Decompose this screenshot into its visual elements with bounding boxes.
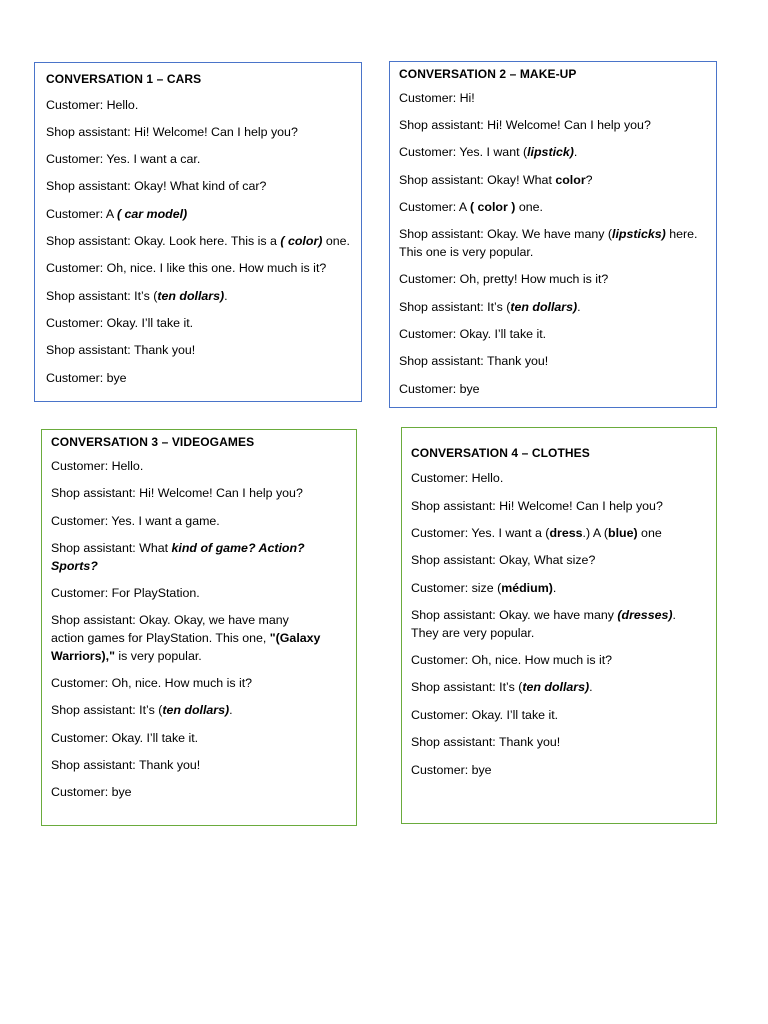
dialogue-text: .) A ( [582, 526, 608, 540]
emphasis-text: ( color ) [469, 200, 516, 214]
dialogue-line [411, 579, 696, 597]
dialogue-text: Shop assistant: Hi! Welcome! Can I help you? [411, 499, 663, 513]
emphasis-text: ( color) [280, 234, 323, 248]
dialogue-line [46, 232, 356, 250]
dialogue-line [399, 116, 711, 134]
conversation-card-clothes [401, 427, 717, 824]
dialogue-line [51, 512, 321, 530]
dialogue-line [46, 96, 356, 114]
dialogue-line [399, 143, 711, 161]
dialogue-line [411, 606, 696, 642]
dialogue-line [411, 761, 696, 779]
dialogue-text: . They are very popular. [411, 608, 676, 640]
dialogue-line [51, 539, 321, 575]
dialogue-text: Shop assistant: What [51, 541, 172, 555]
dialogue-line [46, 314, 356, 332]
emphasis-text: lipsticks) [612, 227, 666, 241]
dialogue-line [51, 584, 321, 602]
dialogue-text: Shop assistant: Hi! Welcome! Can I help you? [46, 125, 298, 139]
dialogue-text: Customer: bye [46, 371, 127, 385]
dialogue-text: Customer: bye [411, 763, 492, 777]
emphasis-text: kind of game? Action? Sports? [51, 541, 305, 573]
emphasis-text: lipstick) [527, 145, 574, 159]
dialogue-text: Customer: Yes. I want a game. [51, 514, 220, 528]
dialogue-text: Shop assistant: Okay, What size? [411, 553, 596, 567]
emphasis-text: blue) [608, 526, 638, 540]
dialogue-text: . [552, 581, 557, 595]
dialogue-line [51, 756, 321, 774]
dialogue-text: Customer: For PlayStation. [51, 586, 200, 600]
dialogue-line [399, 225, 711, 261]
dialogue-line [46, 287, 356, 305]
dialogue-text: Shop assistant: Okay! What [399, 173, 556, 187]
emphasis-text: ten dollars) [522, 680, 590, 694]
dialogue-line [399, 198, 711, 216]
dialogue-line [51, 783, 321, 801]
dialogue-line [411, 651, 696, 669]
dialogue-line [399, 270, 711, 288]
conversation-card-cars [34, 62, 362, 402]
dialogue-text: Shop assistant: Hi! Welcome! Can I help you? [399, 118, 651, 132]
dialogue-line [51, 674, 321, 692]
dialogue-text: Customer: Oh, nice. How much is it? [51, 676, 253, 690]
dialogue-text: Shop assistant: Okay. We have many ( [399, 227, 613, 241]
dialogue-text: Shop assistant: It’s ( [46, 289, 158, 303]
dialogue-text: Customer: Oh, nice. How much is it? [411, 653, 613, 667]
dialogue-line [411, 706, 696, 724]
dialogue-line [46, 123, 356, 141]
dialogue-line [46, 150, 356, 168]
dialogue-line [411, 733, 696, 751]
dialogue-text: ? [585, 173, 593, 187]
dialogue-text: Shop assistant: Thank you! [51, 758, 201, 772]
dialogue-text: . [589, 680, 593, 694]
dialogue-text: Customer: Okay. I’ll take it. [411, 708, 559, 722]
dialogue-text: Shop assistant: Okay. we have many [411, 608, 618, 622]
dialogue-line [46, 341, 356, 359]
dialogue-line [46, 205, 356, 223]
emphasis-text: ten dollars) [157, 289, 225, 303]
dialogue-text: . [573, 145, 578, 159]
dialogue-text: Customer: Hi! [399, 91, 475, 105]
dialogue-line [411, 678, 696, 696]
dialogue-line [399, 89, 711, 107]
dialogue-line [399, 171, 711, 189]
dialogue-line [411, 469, 696, 487]
dialogue-text: is very popular. [114, 649, 202, 663]
emphasis-text: ( car model) [116, 207, 188, 221]
dialogue-line [411, 524, 696, 542]
emphasis-text: médium) [501, 581, 553, 595]
dialogue-text: Customer: Okay. I’ll take it. [51, 731, 199, 745]
dialogue-text: Customer: Yes. I want ( [399, 145, 528, 159]
dialogue-text: Customer: Hello. [51, 459, 144, 473]
emphasis-text: ten dollars) [162, 703, 230, 717]
dialogue-text: one. [322, 234, 350, 248]
dialogue-text: Customer: Hello. [46, 98, 139, 112]
dialogue-line [46, 369, 356, 387]
emphasis-text: (dresses) [617, 608, 673, 622]
dialogue-text: Shop assistant: It’s ( [51, 703, 163, 717]
dialogue-text: Customer: Yes. I want a ( [411, 526, 550, 540]
dialogue-text: Customer: A [399, 200, 470, 214]
conversation-title: CONVERSATION 3 – VIDEOGAMES [51, 435, 255, 449]
dialogue-text: Shop assistant: Okay. Okay, we have many action games for PlayStation. This one, [51, 613, 289, 645]
dialogue-text: Customer: Okay. I’ll take it. [399, 327, 547, 341]
dialogue-text: Customer: A [46, 207, 117, 221]
dialogue-text: Shop assistant: Okay. Look here. This is a [46, 234, 281, 248]
dialogue-text: Customer: size ( [411, 581, 502, 595]
dialogue-text: Shop assistant: Thank you! [411, 735, 561, 749]
dialogue-line [51, 457, 321, 475]
dialogue-text: Shop assistant: It’s ( [399, 300, 511, 314]
conversation-card-videogames [41, 429, 357, 826]
dialogue-line [51, 611, 321, 665]
conversation-title: CONVERSATION 1 – CARS [46, 72, 202, 86]
dialogue-line [51, 729, 321, 747]
dialogue-line [399, 298, 711, 316]
conversation-title: CONVERSATION 2 – MAKE-UP [399, 67, 577, 81]
dialogue-text: Shop assistant: Hi! Welcome! Can I help you? [51, 486, 303, 500]
dialogue-text: Customer: Oh, nice. I like this one. How much is it? [46, 261, 327, 275]
emphasis-text: "(Galaxy Warriors)," [51, 631, 321, 663]
dialogue-line [411, 497, 696, 515]
emphasis-text: ten dollars) [510, 300, 578, 314]
dialogue-line [46, 177, 356, 195]
dialogue-text: Customer: Oh, pretty! How much is it? [399, 272, 609, 286]
dialogue-text: here. This one is very popular. [399, 227, 698, 259]
dialogue-text: Customer: bye [399, 382, 480, 396]
conversation-card-make-up [389, 61, 717, 408]
dialogue-line [51, 701, 321, 719]
conversation-title: CONVERSATION 4 – CLOTHES [411, 446, 590, 460]
dialogue-text: Shop assistant: Thank you! [399, 354, 549, 368]
dialogue-text: . [229, 703, 233, 717]
dialogue-line [399, 352, 711, 370]
dialogue-text: one. [515, 200, 543, 214]
dialogue-text: Customer: Okay. I’ll take it. [46, 316, 194, 330]
dialogue-text: Shop assistant: Thank you! [46, 343, 196, 357]
emphasis-text: color [555, 173, 586, 187]
dialogue-text: . [224, 289, 228, 303]
dialogue-text: one [637, 526, 662, 540]
dialogue-text: Customer: bye [51, 785, 132, 799]
dialogue-line [46, 259, 356, 277]
dialogue-text: Shop assistant: It’s ( [411, 680, 523, 694]
dialogue-line [399, 325, 711, 343]
dialogue-line [411, 551, 696, 569]
dialogue-text: Customer: Hello. [411, 471, 504, 485]
dialogue-text: . [577, 300, 581, 314]
dialogue-text: Customer: Yes. I want a car. [46, 152, 201, 166]
dialogue-text: Shop assistant: Okay! What kind of car? [46, 179, 267, 193]
emphasis-text: dress [549, 526, 583, 540]
dialogue-line [399, 380, 711, 398]
dialogue-line [51, 484, 321, 502]
